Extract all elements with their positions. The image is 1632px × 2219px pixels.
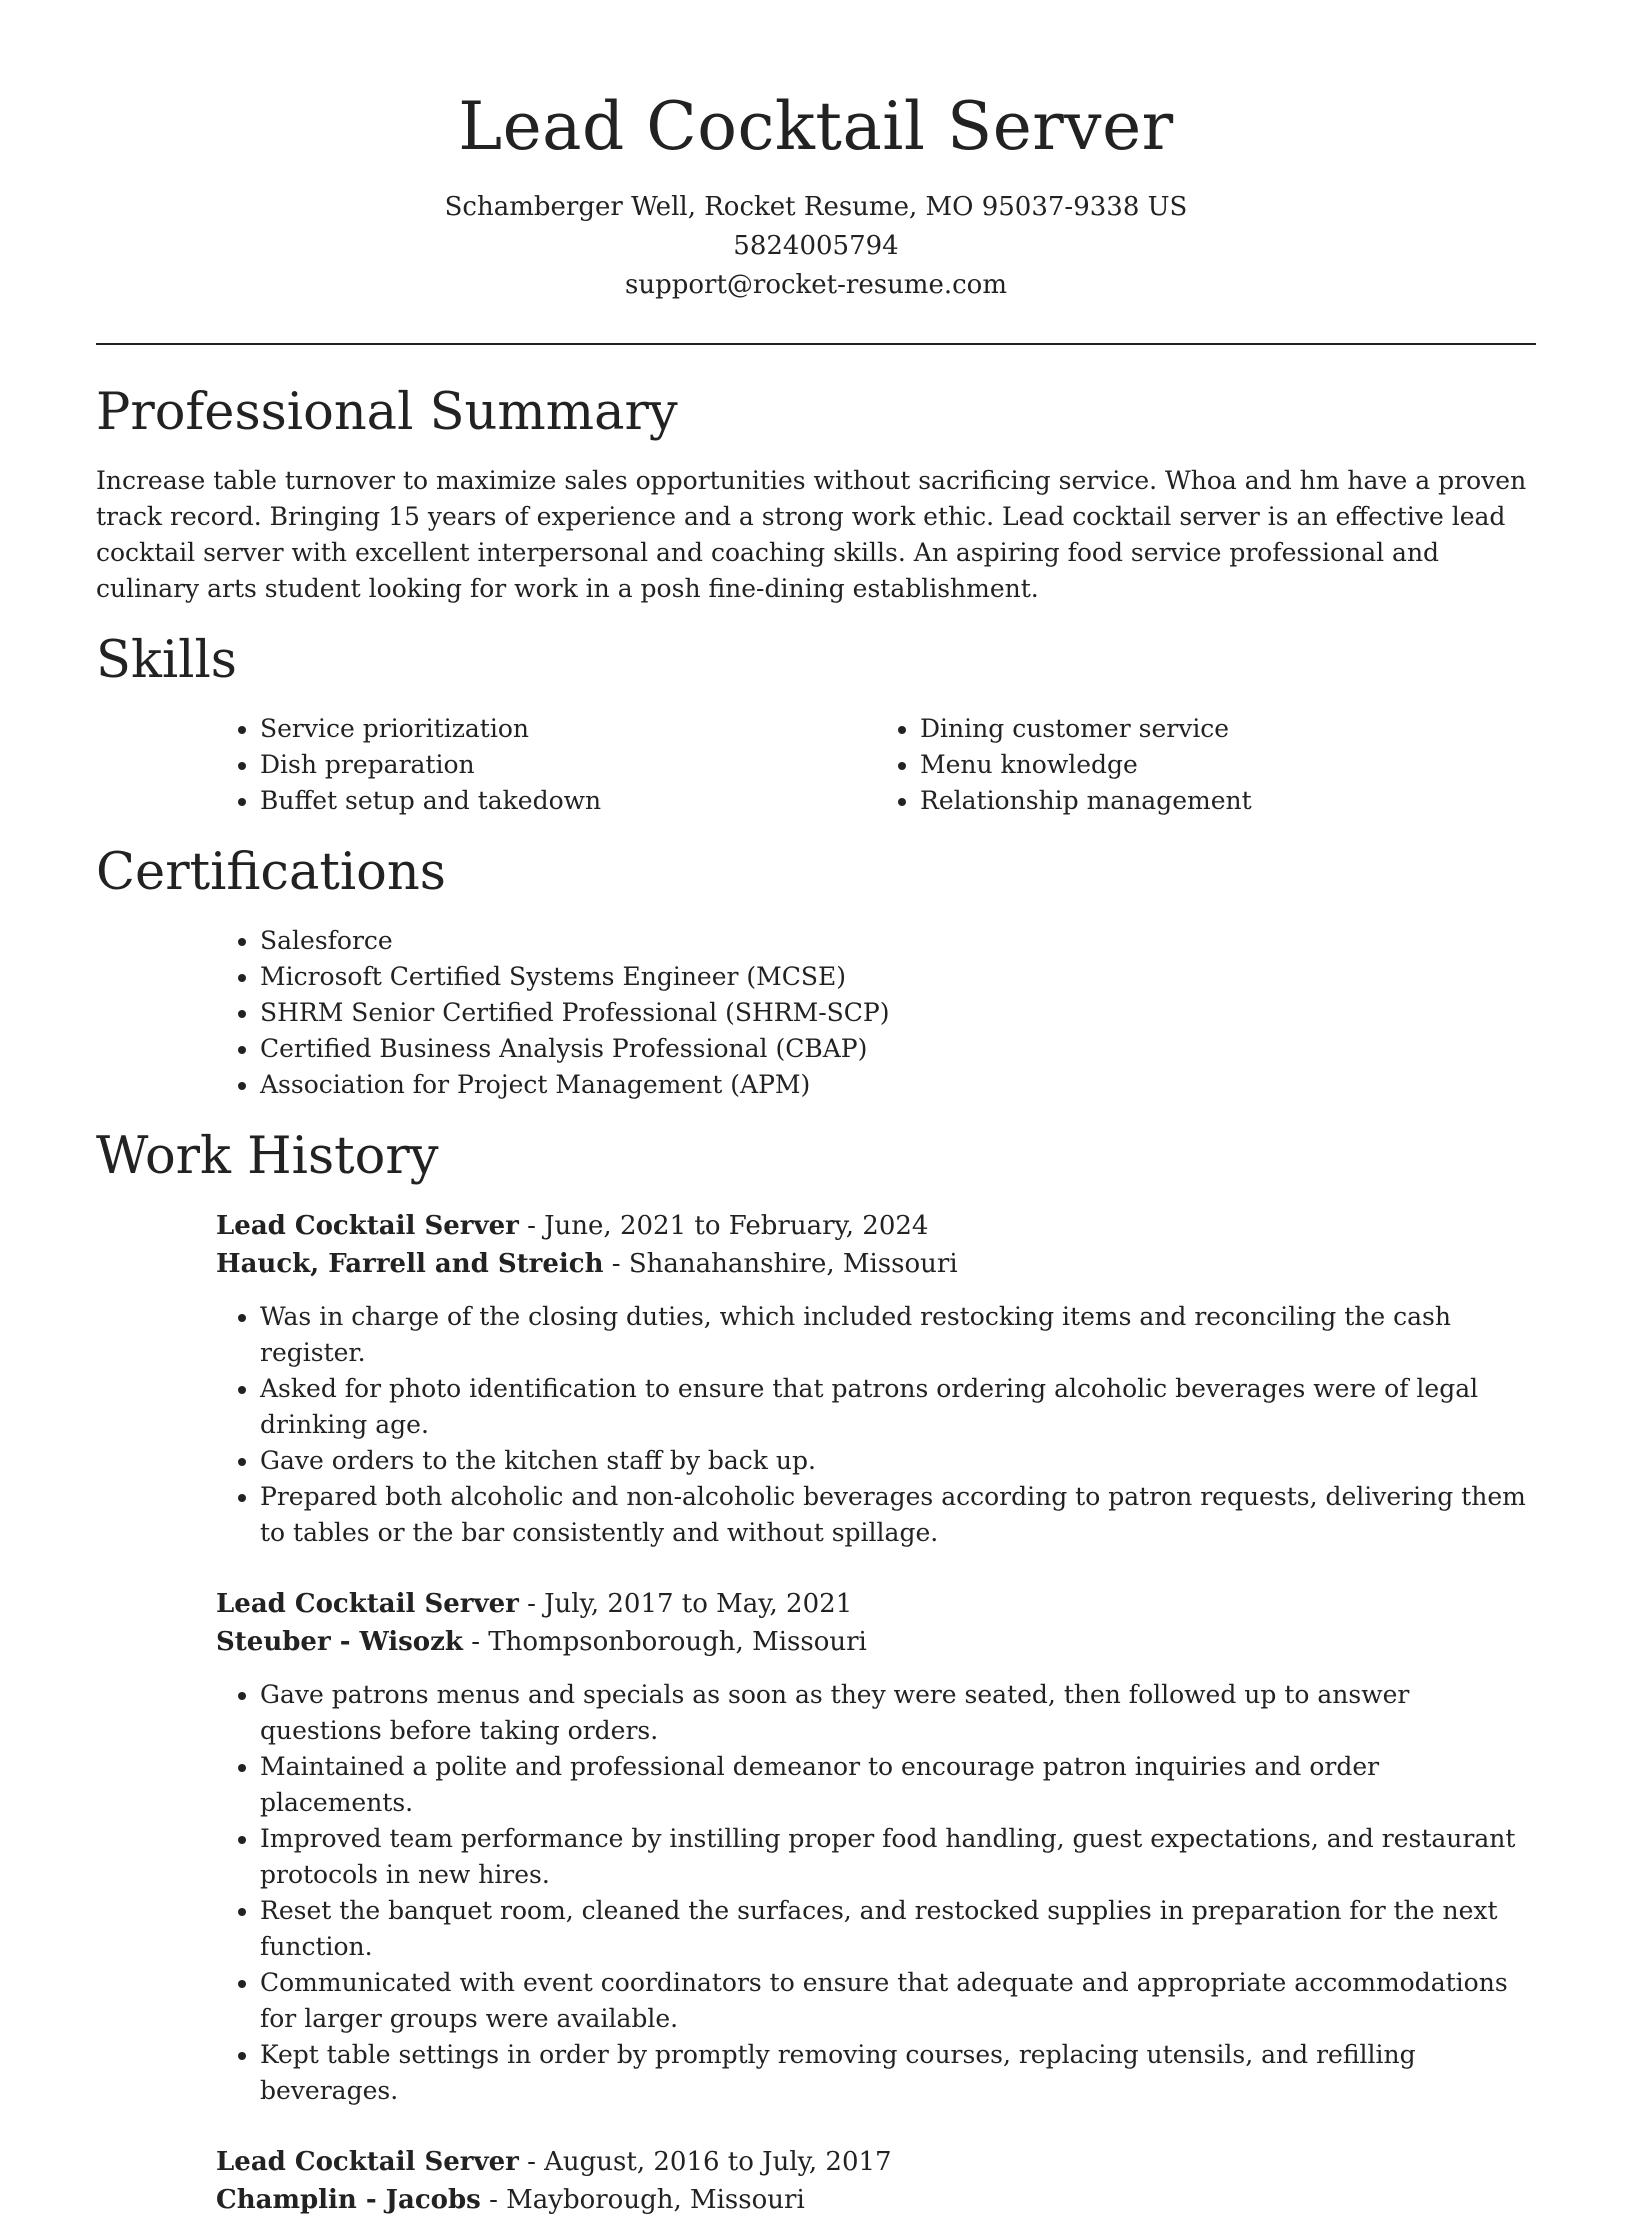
job-bullet: • Asked for photo identification to ensure that patrons ordering alcoholic beverages were of legal drinking age. bbox=[260, 1371, 1536, 1443]
job-title-line bbox=[216, 1585, 1536, 1623]
skill-item: • Menu knowledge bbox=[920, 747, 1536, 783]
job-entry bbox=[216, 1585, 1536, 2109]
job-bullet: • Prepared both alcoholic and non-alcoholic beverages according to patron requests, delivering them to tables or the bar consistently and without spillage. bbox=[260, 1479, 1536, 1551]
job-title-line bbox=[216, 1207, 1536, 1245]
summary-text: Increase table turnover to maximize sales opportunities without sacrificing service. Whoa and hm have a proven track record. Bringing 15 years of experience and a strong work ethic. Lead cocktail server is an effective lead cocktail server with excellent interpersonal and coaching skills. An aspiring food service professional and culinary arts student looking for work in a posh fine-dining establishment. bbox=[96, 466, 1527, 603]
job-entry bbox=[216, 2143, 1536, 2219]
certification-item: • Microsoft Certified Systems Engineer (MCSE) bbox=[260, 959, 1536, 995]
phone-line: 5824005794 bbox=[733, 231, 899, 261]
job-bullet: • Kept table settings in order by promptly removing courses, replacing utensils, and refilling beverages. bbox=[260, 2037, 1536, 2109]
skills-right-column bbox=[876, 711, 1536, 819]
job-bullet: • Gave patrons menus and specials as soon as they were seated, then followed up to answer questions before taking orders. bbox=[260, 1677, 1536, 1749]
job-role: Lead Cocktail Server bbox=[216, 1211, 519, 1241]
job-company: Champlin - Jacobs bbox=[216, 2185, 481, 2215]
certification-item: • Association for Project Management (APM) bbox=[260, 1067, 1536, 1103]
job-dates: - June, 2021 to February, 2024 bbox=[518, 1211, 929, 1241]
skills-grid bbox=[216, 711, 1536, 819]
skills-heading: Skills bbox=[96, 631, 237, 690]
job-bullet: • Improved team performance by instilling proper food handling, guest expectations, and restaurant protocols in new hires. bbox=[260, 1821, 1536, 1893]
job-title-line bbox=[216, 2143, 1536, 2181]
certifications-heading: Certifications bbox=[96, 843, 446, 902]
resume-header bbox=[96, 0, 1536, 305]
job-bullet-list bbox=[216, 1299, 1536, 1551]
skill-item: • Relationship management bbox=[920, 783, 1536, 819]
job-bullet: • Maintained a polite and professional demeanor to encourage patron inquiries and order placements. bbox=[260, 1749, 1536, 1821]
job-role: Lead Cocktail Server bbox=[216, 1589, 519, 1619]
candidate-name: Lead Cocktail Server bbox=[458, 88, 1174, 165]
summary-section bbox=[96, 383, 1536, 607]
email-line: support@rocket-resume.com bbox=[624, 270, 1007, 300]
job-role: Lead Cocktail Server bbox=[216, 2147, 519, 2177]
job-dates: - July, 2017 to May, 2021 bbox=[518, 1589, 853, 1619]
job-company-line bbox=[216, 1245, 1536, 1283]
job-company-line bbox=[216, 2181, 1536, 2219]
job-company-line bbox=[216, 1623, 1536, 1661]
certifications-list bbox=[216, 923, 1536, 1103]
job-bullet: • Communicated with event coordinators to ensure that adequate and appropriate accommodations for larger groups were available. bbox=[260, 1965, 1536, 2037]
job-bullet: • Gave orders to the kitchen staff by back up. bbox=[260, 1443, 1536, 1479]
job-dates: - August, 2016 to July, 2017 bbox=[518, 2147, 892, 2177]
skill-item: • Buffet setup and takedown bbox=[260, 783, 876, 819]
header-divider bbox=[96, 343, 1536, 345]
job-bullet: • Was in charge of the closing duties, which included restocking items and reconciling the cash register. bbox=[260, 1299, 1536, 1371]
address-line: Schamberger Well, Rocket Resume, MO 95037-9338 US bbox=[444, 192, 1188, 222]
certifications-section bbox=[96, 843, 1536, 1103]
job-bullet-list bbox=[216, 1677, 1536, 2109]
skills-section bbox=[96, 631, 1536, 819]
skills-left-column bbox=[216, 711, 876, 819]
certification-item: • Certified Business Analysis Professional (CBAP) bbox=[260, 1031, 1536, 1067]
job-company: Hauck, Farrell and Streich bbox=[216, 1249, 604, 1279]
job-location: - Mayborough, Missouri bbox=[480, 2185, 805, 2215]
work-history-section bbox=[96, 1127, 1536, 2219]
job-entry bbox=[216, 1207, 1536, 1551]
job-bullet: • Reset the banquet room, cleaned the surfaces, and restocked supplies in preparation for the next function. bbox=[260, 1893, 1536, 1965]
work-history-heading: Work History bbox=[96, 1127, 439, 1186]
job-location: - Thompsonborough, Missouri bbox=[462, 1627, 867, 1657]
certification-item: • Salesforce bbox=[260, 923, 1536, 959]
certification-item: • SHRM Senior Certified Professional (SHRM-SCP) bbox=[260, 995, 1536, 1031]
job-location: - Shanahanshire, Missouri bbox=[603, 1249, 958, 1279]
skill-item: • Service prioritization bbox=[260, 711, 876, 747]
job-company: Steuber - Wisozk bbox=[216, 1627, 463, 1657]
skill-item: • Dish preparation bbox=[260, 747, 876, 783]
skill-item: • Dining customer service bbox=[920, 711, 1536, 747]
summary-heading: Professional Summary bbox=[96, 383, 678, 442]
